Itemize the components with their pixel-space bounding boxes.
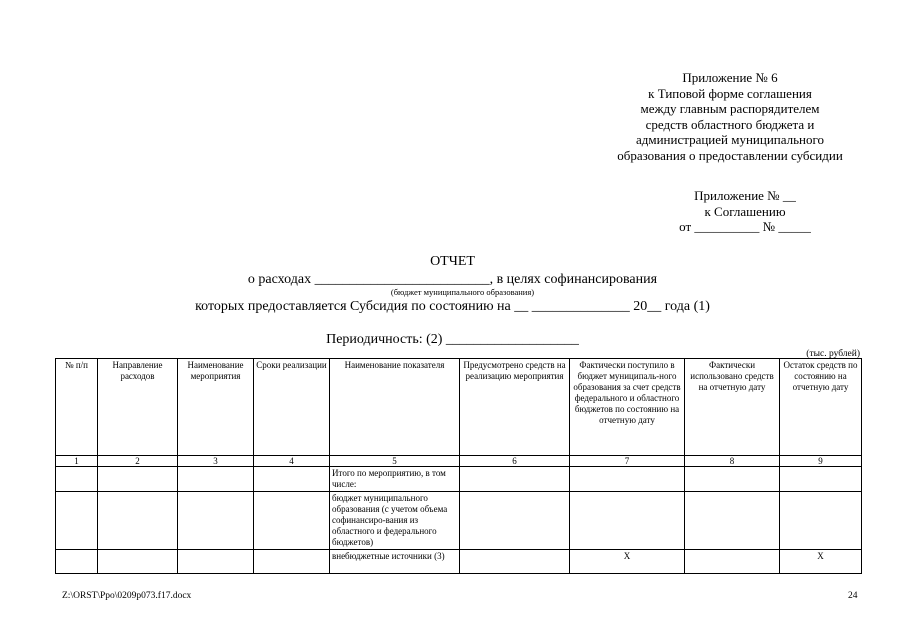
column-number: 8 [685, 456, 780, 467]
table-cell [178, 550, 254, 574]
table-row [56, 550, 862, 574]
table-header-row [56, 359, 862, 456]
table-cell [56, 550, 98, 574]
header-cell: Наименование показателя [330, 359, 460, 456]
table-cell [570, 467, 685, 492]
report-subject-line: о расходах _________________________, в целях софинансирования [247, 272, 658, 287]
table-cell [460, 467, 570, 492]
column-number: 2 [98, 456, 178, 467]
table-cell [56, 467, 98, 492]
column-number: 7 [570, 456, 685, 467]
table-cell [780, 492, 862, 550]
table-cell [178, 492, 254, 550]
header-cell: Остаток средств по состоянию на отчетную дату [780, 359, 862, 456]
table-cell [254, 492, 330, 550]
column-number: 4 [254, 456, 330, 467]
column-number: 5 [330, 456, 460, 467]
header-cell: Фактически поступило в бюджет муниципаль-ного образования за счет средств федерального и областного бюджетов по состоянию на отчетную дату [570, 359, 685, 456]
indicator-cell: Итого по мероприятию, в том числе: [330, 467, 460, 492]
units-label: (тыс. рублей) [806, 349, 860, 359]
appendix-line: Приложение № 6 [682, 70, 778, 85]
report-date-line: которых предоставляется Субсидия по состоянию на __ ______________ 20__ года (1) [195, 299, 710, 314]
report-subject-caption: (бюджет муниципального образования) [390, 287, 535, 297]
header-cell: Наименование мероприятия [178, 359, 254, 456]
table-cell [685, 467, 780, 492]
appendix2-line: к Соглашению [704, 203, 786, 219]
appendix-line: администрацией муниципального [635, 132, 825, 147]
appendix-line: между главным распорядителем [640, 101, 820, 116]
appendix-line: к Типовой форме соглашения [648, 85, 812, 101]
footer-page-number: 24 [848, 591, 858, 601]
table-cell [178, 467, 254, 492]
table-cell [56, 492, 98, 550]
table-cell [460, 550, 570, 574]
column-number: 6 [460, 456, 570, 467]
table-cell [570, 492, 685, 550]
table-row [56, 467, 862, 492]
table-cell [254, 467, 330, 492]
header-cell: Направление расходов [98, 359, 178, 456]
header-cell: Сроки реализации [254, 359, 330, 456]
table-cell [98, 550, 178, 574]
header-cell: № п/п [56, 359, 98, 456]
indicator-cell: внебюджетные источники (3) [330, 550, 460, 574]
appendix-line: средств областного бюджета и [645, 116, 815, 132]
appendix2-line: от __________ № _____ [679, 219, 811, 234]
report-title: ОТЧЕТ [430, 254, 475, 269]
table-cell [98, 467, 178, 492]
header-cell: Предусмотрено средств на реализацию мероприятия [460, 359, 570, 456]
appendix-header [560, 70, 900, 163]
indicator-cell: бюджет муниципального образования (с учетом объема софинансиро-вания из областного и федерального бюджетов) [330, 492, 460, 550]
table-row [56, 492, 862, 550]
periodicity-line: Периодичность: (2) ___________________ [326, 332, 579, 347]
table-cell: X [780, 550, 862, 574]
header-cell: Фактически использовано средств на отчетную дату [685, 359, 780, 456]
footer-file-path: Z:\ORST\Ppo\0209p073.f17.docx [62, 591, 192, 601]
table-cell [780, 467, 862, 492]
column-number: 1 [56, 456, 98, 467]
appendix-line: образования о предоставлении субсидии [617, 147, 843, 163]
table-cell: X [570, 550, 685, 574]
table-cell [685, 550, 780, 574]
table-cell [254, 550, 330, 574]
appendix2-line: Приложение № __ [694, 188, 796, 203]
column-number: 3 [178, 456, 254, 467]
report-table [55, 358, 862, 574]
column-number-row [56, 456, 862, 467]
agreement-appendix-header [640, 188, 850, 235]
table-cell [98, 492, 178, 550]
table-cell [685, 492, 780, 550]
column-number: 9 [780, 456, 862, 467]
table-cell [460, 492, 570, 550]
